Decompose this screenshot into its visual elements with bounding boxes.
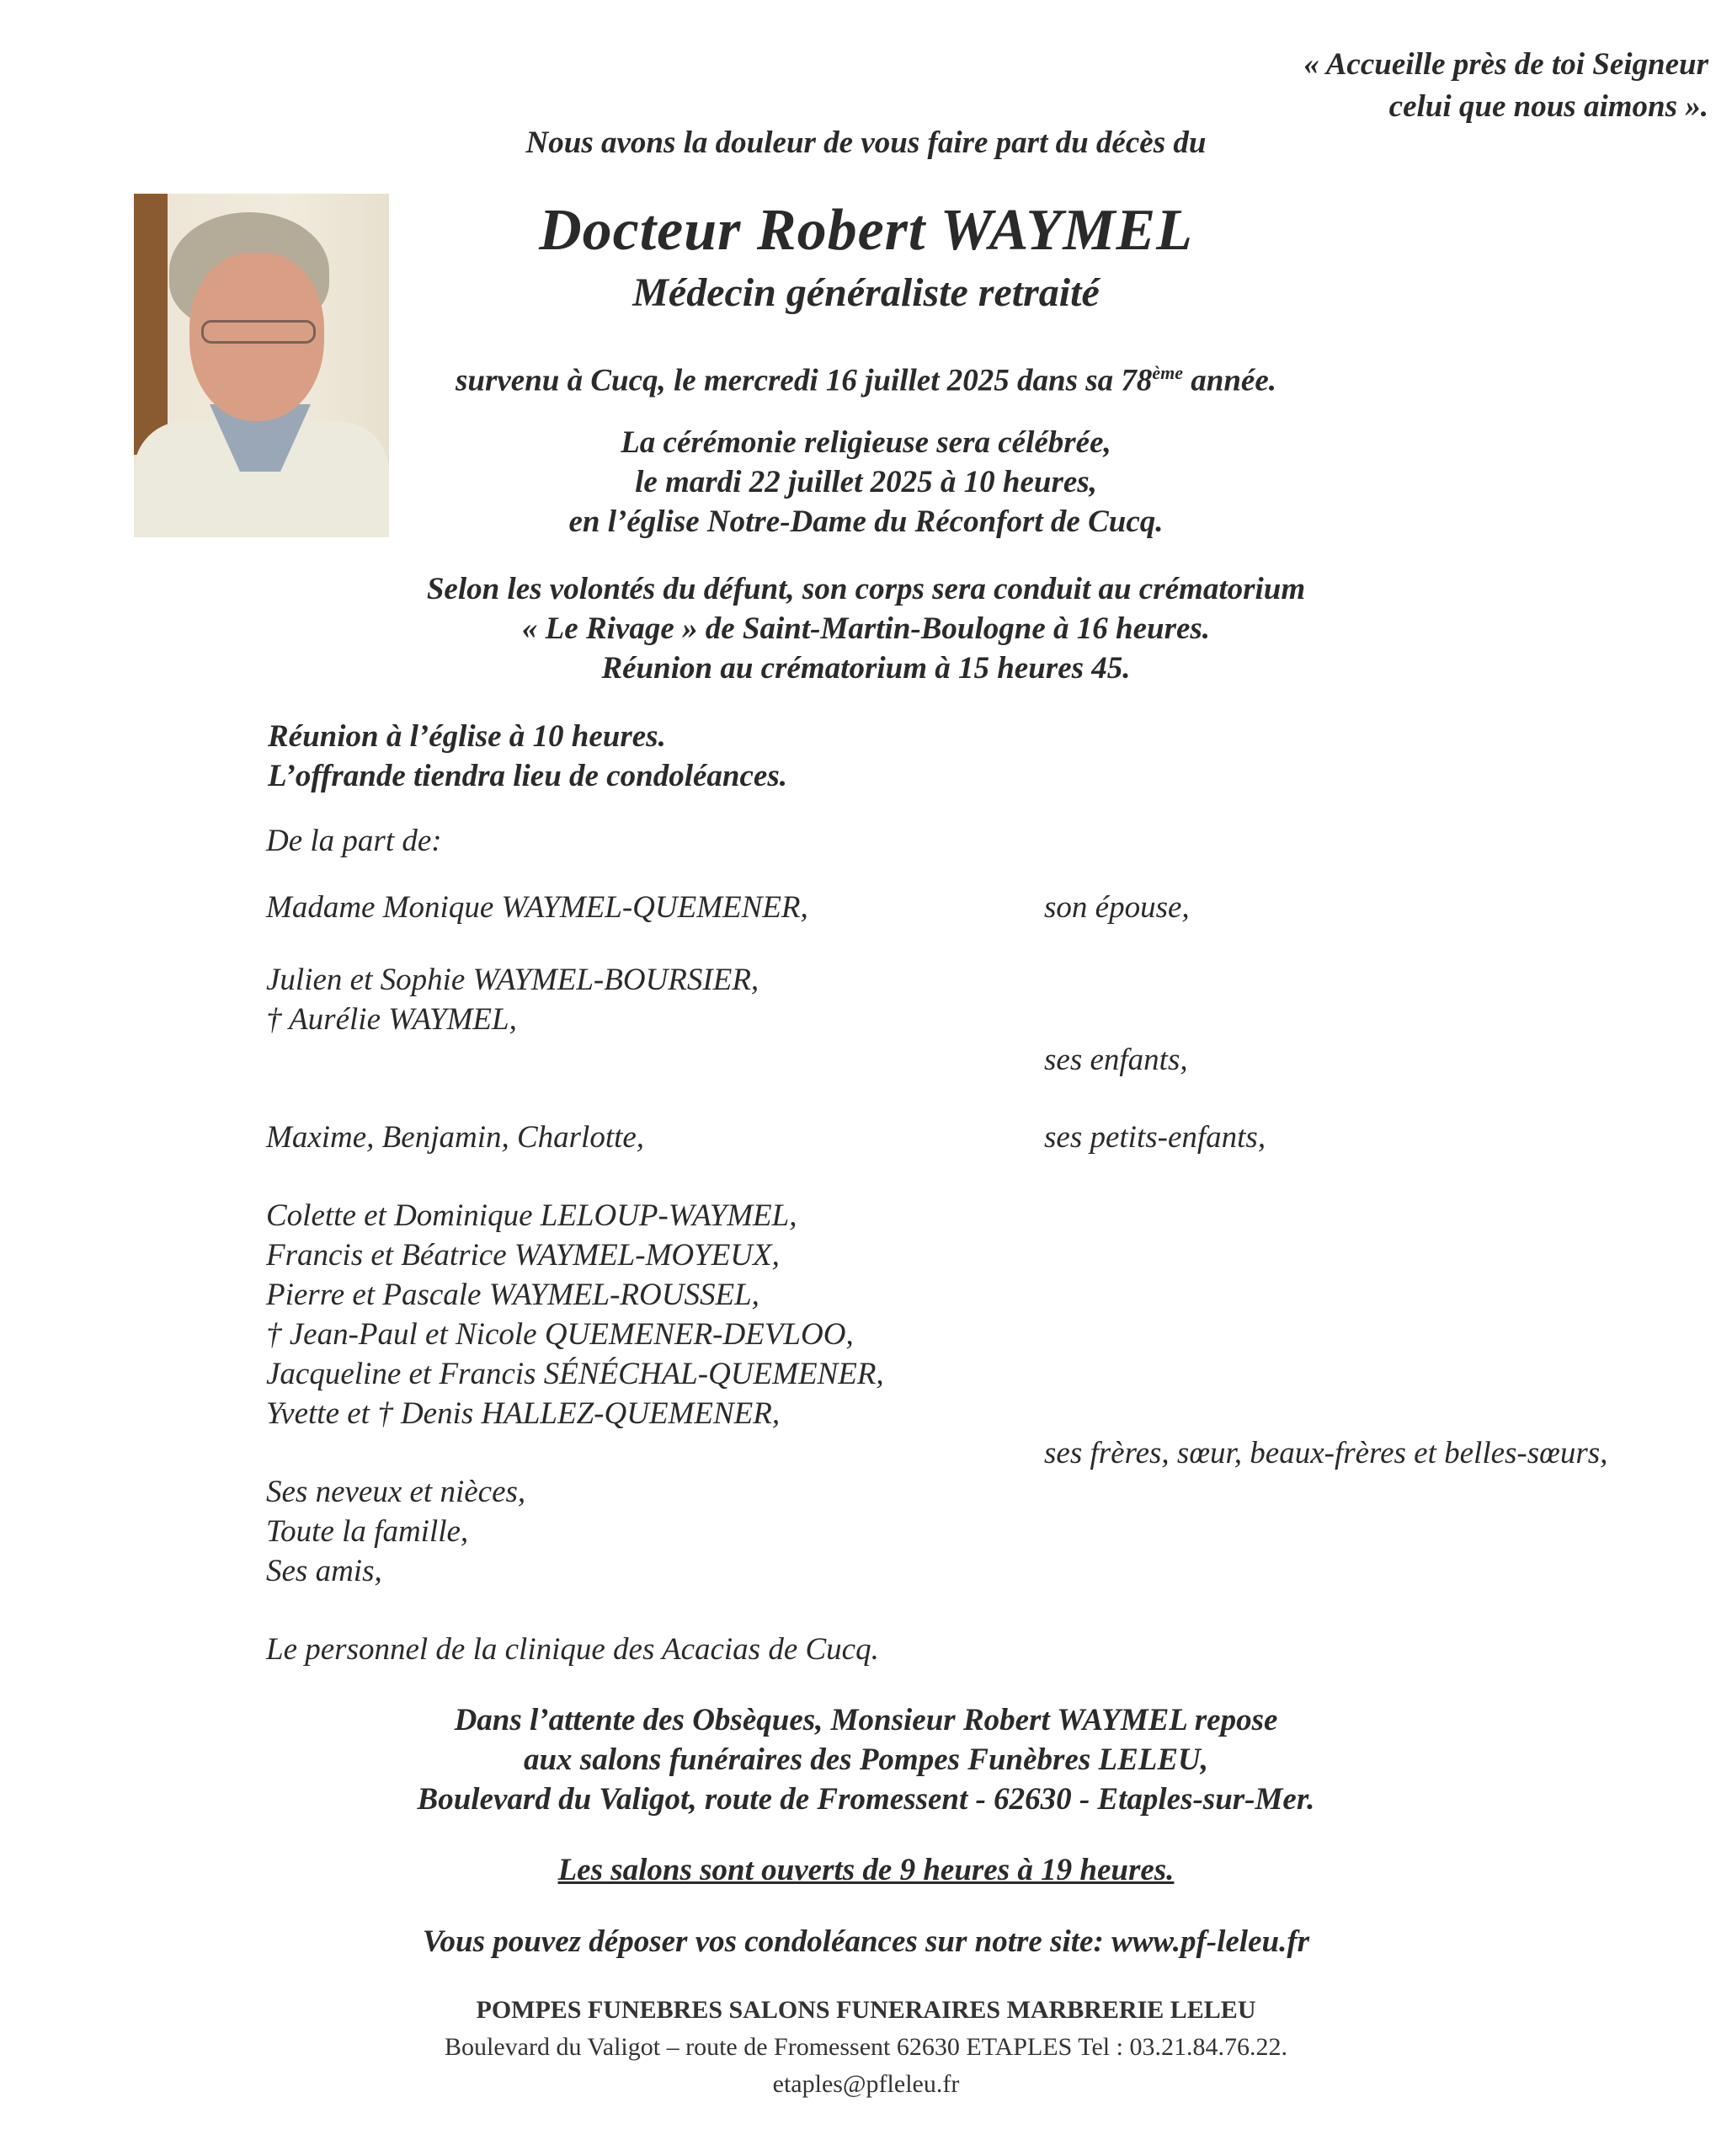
footer-email: etaples@pfleleu.fr (772, 2070, 960, 2098)
deceased-name: Docteur Robert WAYMEL (539, 198, 1193, 263)
epigraph-line-1: « Accueille près de toi Seigneur (1303, 47, 1708, 82)
sibling-name: Yvette et † Denis HALLEZ-QUEMENER, (266, 1396, 781, 1431)
vigil-line: Dans l’attente des Obsèques, Monsieur Robert WAYMEL repose (454, 1703, 1278, 1737)
from-label: De la part de: (266, 824, 442, 858)
opening-hours (0, 1850, 1732, 1890)
others-line: Ses neveux et nièces, (266, 1475, 526, 1509)
epigraph-line-2: celui que nous aimons ». (1388, 89, 1708, 124)
footer-address: Boulevard du Valigot – route de Fromessent 62630 ETAPLES Tel : 03.21.84.76.22. (445, 2033, 1287, 2061)
website-note: Vous pouvez déposer vos condoléances sur notre site: www.pf-leleu.fr (422, 1924, 1310, 1959)
grandchildren: Maxime, Benjamin, Charlotte, (266, 1120, 645, 1155)
footer-title: POMPES FUNEBRES SALONS FUNERAIRES MARBRERIE LELEU (476, 1996, 1256, 2024)
sibling-name: Jacqueline et Francis SÉNÉCHAL-QUEMENER, (266, 1357, 884, 1391)
death-text: survenu à Cucq, le mercredi 16 juillet 2025 dans sa 78 (455, 363, 1153, 398)
siblings-relation: ses frères, sœur, beaux-frères et belles-sœurs, (1044, 1436, 1608, 1470)
vigil-block (0, 1700, 1732, 1819)
children-list (266, 960, 759, 1039)
epigraph (1303, 44, 1708, 128)
death-superscript: ème (1152, 362, 1184, 383)
cremation-line: « Le Rivage » de Saint-Martin-Boulogne à 16 heures. (521, 611, 1211, 646)
child-name: Julien et Sophie WAYMEL-BOURSIER, (266, 963, 759, 997)
spouse-relation: son épouse, (1044, 890, 1190, 925)
death-suffix: année. (1183, 363, 1277, 398)
vigil-line: aux salons funéraires des Pompes Funèbres LELEU, (523, 1742, 1209, 1777)
cremation-block (0, 569, 1732, 688)
intro-text: Nous avons la douleur de vous faire part du décès du (525, 125, 1207, 160)
grandchildren-relation: ses petits-enfants, (1044, 1120, 1266, 1155)
children-relation: ses enfants, (1044, 1043, 1188, 1077)
others-list (266, 1472, 525, 1591)
profession: Médecin généraliste retraité (632, 270, 1100, 315)
sibling-name: Colette et Dominique LELOUP-WAYMEL, (266, 1198, 797, 1233)
sibling-name: Francis et Béatrice WAYMEL-MOYEUX, (266, 1238, 780, 1273)
ceremony-line: en l’église Notre-Dame du Réconfort de Cucq. (568, 504, 1164, 539)
spouse-name: Madame Monique WAYMEL-QUEMENER, (266, 890, 808, 925)
others-line: Toute la famille, (266, 1514, 469, 1549)
sibling-name: Pierre et Pascale WAYMEL-ROUSSEL, (266, 1278, 759, 1312)
others-line: Ses amis, (266, 1554, 382, 1588)
church-note-line: L’offrande tiendra lieu de condoléances. (268, 759, 787, 793)
death-announcement (0, 352, 1732, 402)
siblings-list (266, 1196, 884, 1433)
ceremony-block (0, 423, 1732, 542)
church-note-line: Réunion à l’église à 10 heures. (268, 719, 666, 754)
cremation-line: Réunion au crématorium à 15 heures 45. (601, 651, 1131, 686)
church-note (268, 717, 787, 796)
footer (0, 1992, 1732, 2103)
ceremony-line: La cérémonie religieuse sera célébrée, (621, 425, 1111, 460)
sibling-name: † Jean-Paul et Nicole QUEMENER-DEVLOO, (266, 1317, 854, 1352)
ceremony-line: le mardi 22 juillet 2025 à 10 heures, (635, 465, 1097, 499)
vigil-line: Boulevard du Valigot, route de Fromessent - 62630 - Etaples-sur-Mer. (417, 1782, 1315, 1817)
child-name: † Aurélie WAYMEL, (266, 1002, 517, 1037)
opening-hours-text: Les salons sont ouverts de 9 heures à 19 heures. (557, 1853, 1175, 1887)
cremation-line: Selon les volontés du défunt, son corps sera conduit au crématorium (426, 572, 1306, 606)
staff-line: Le personnel de la clinique des Acacias de Cucq. (266, 1632, 879, 1667)
